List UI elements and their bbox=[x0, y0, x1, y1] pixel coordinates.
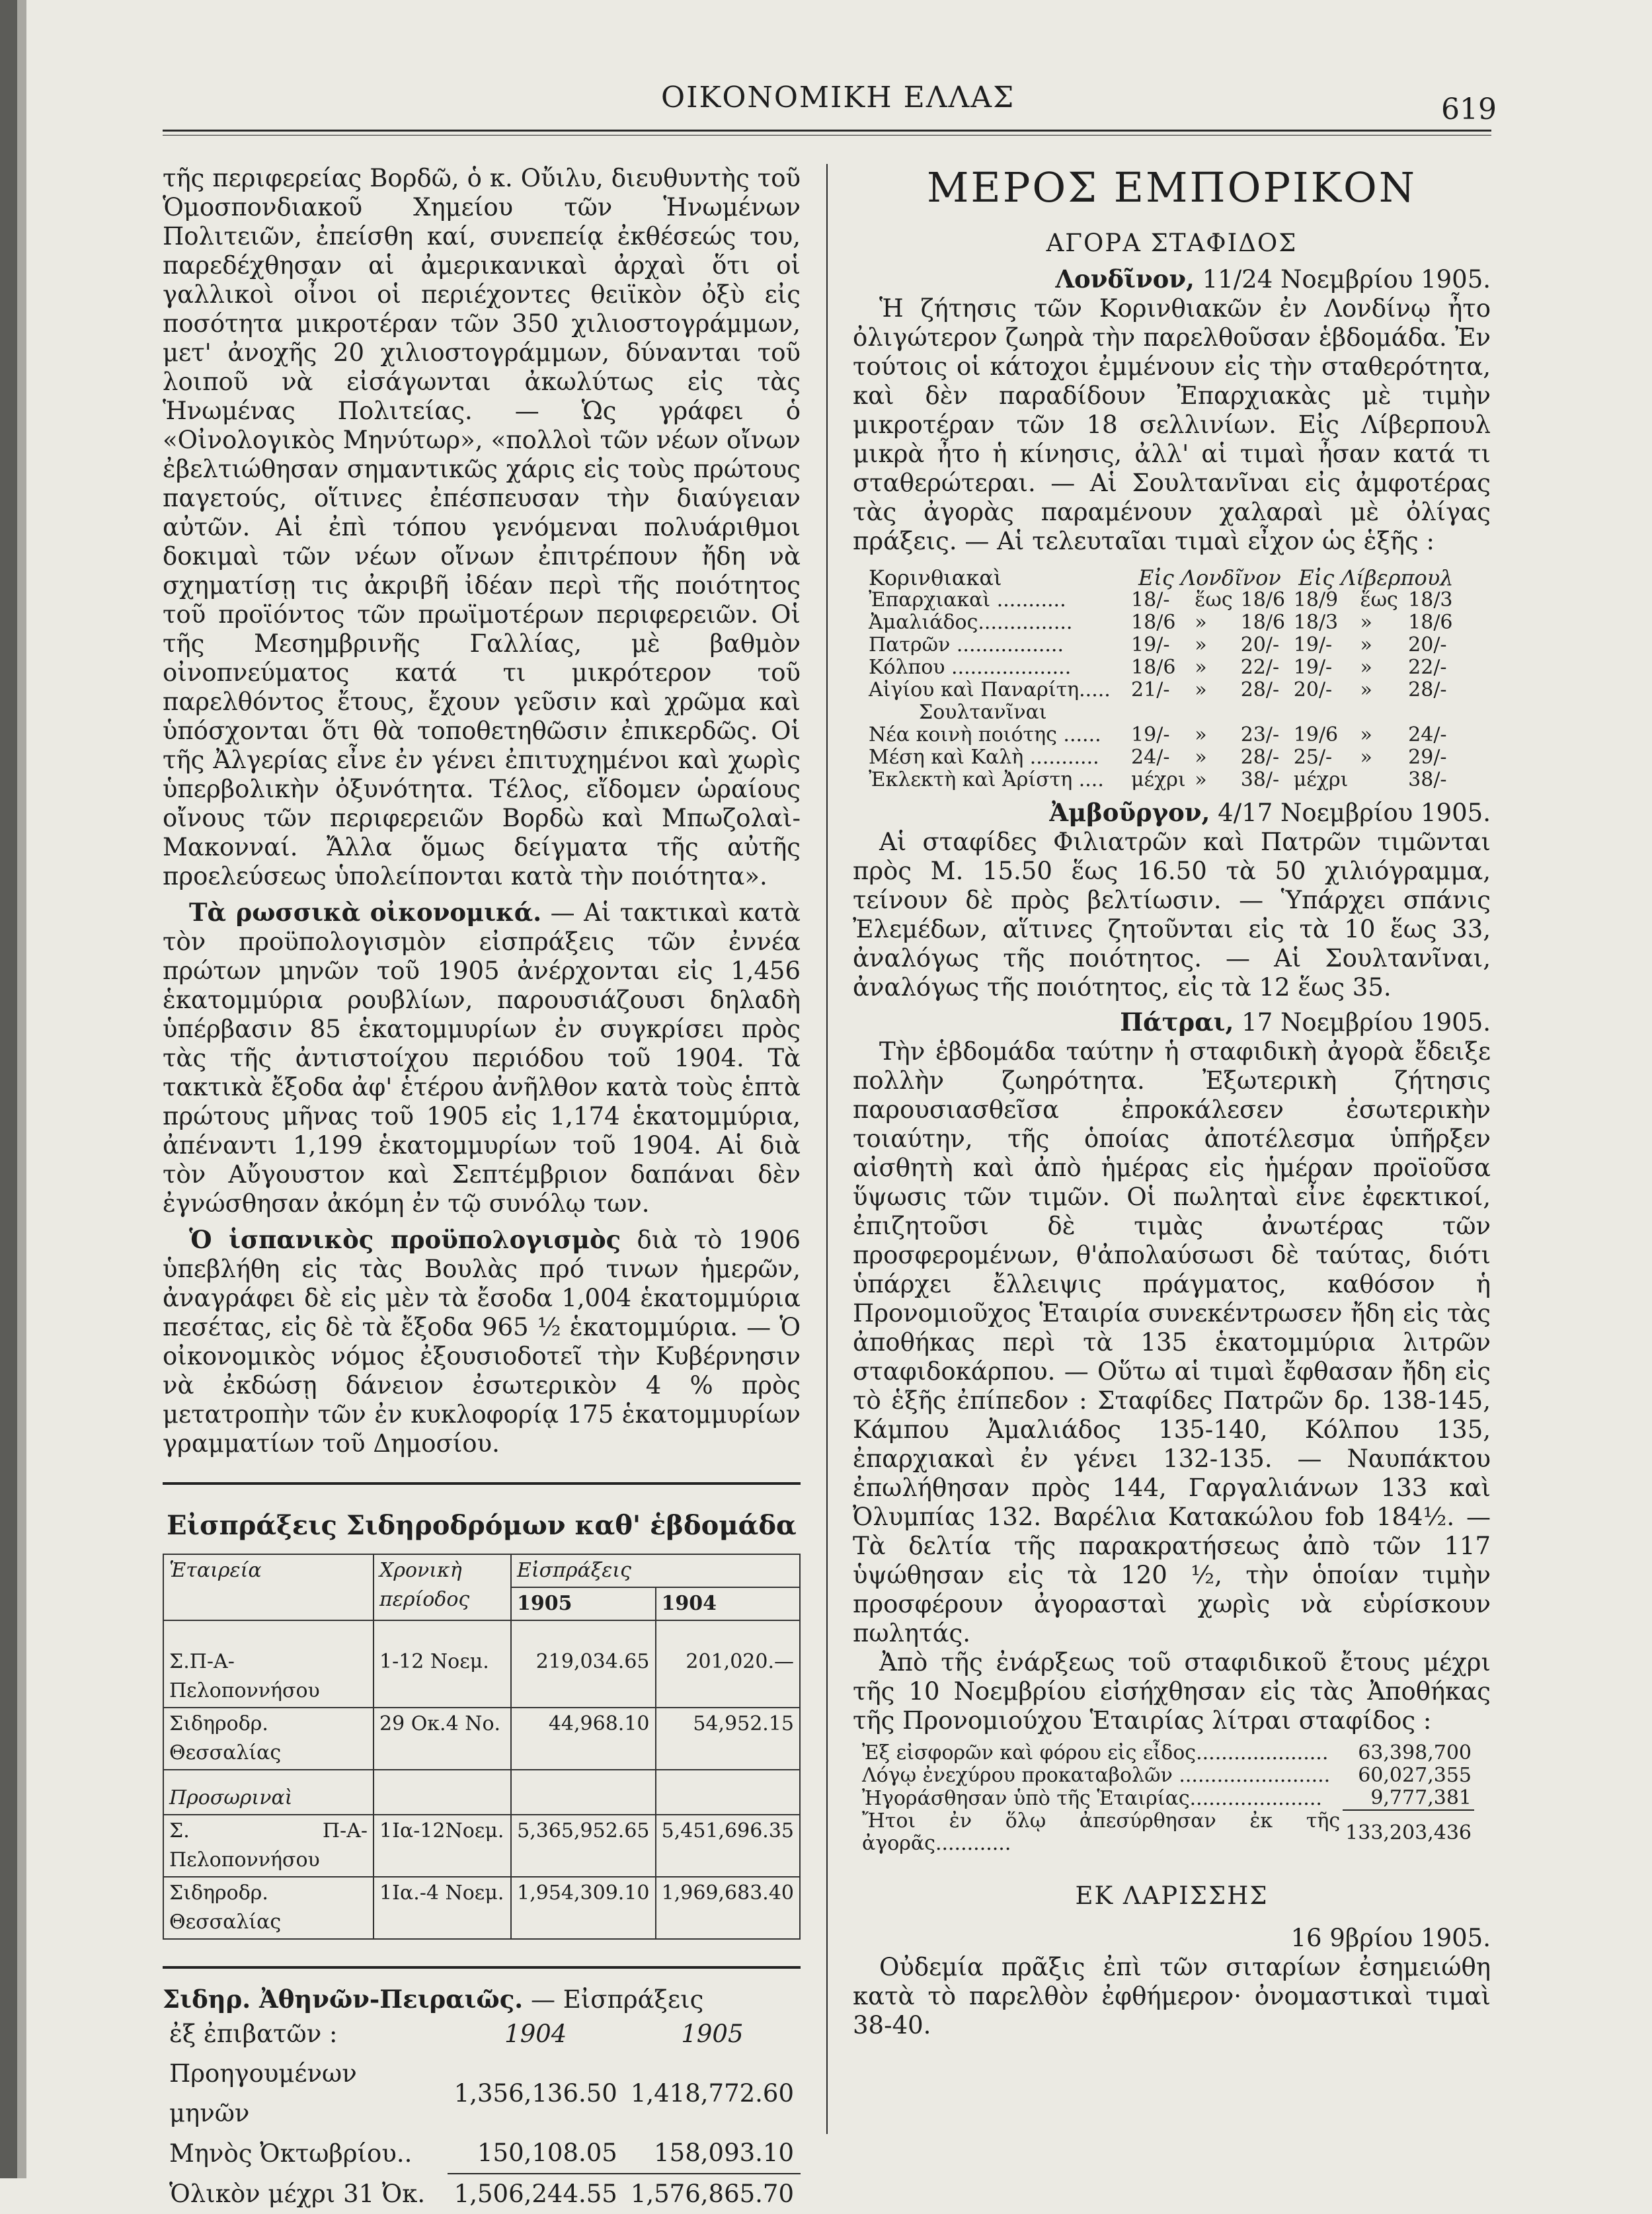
table-header-row bbox=[163, 1554, 800, 1587]
cell: ἕως bbox=[1360, 588, 1398, 612]
cell: 18/6 bbox=[1240, 611, 1286, 634]
cell: 18/6 bbox=[1131, 611, 1176, 634]
cell: » bbox=[1360, 723, 1372, 746]
cell: Σ.Π-Α-Πελοποννήσου bbox=[163, 1620, 374, 1708]
cell: 158,093.10 bbox=[624, 2133, 801, 2174]
cell: » bbox=[1195, 611, 1207, 634]
raisin-receipts-table bbox=[859, 1742, 1474, 1855]
cell: Αἰγίου καὶ Παναρίτη..... bbox=[869, 678, 1111, 701]
cell: 18/6 bbox=[1240, 588, 1286, 612]
cell: Ἠγοράσθησαν ὑπὸ τῆς Ἑταιρίας..................... bbox=[862, 1786, 1322, 1810]
page-number: 619 bbox=[1441, 93, 1497, 126]
wine-paragraph: τῆς περιφερείας Βορδῶ, ὁ κ. Οὔιλυ, διευθυντὴς τοῦ Ὁμοσπονδιακοῦ Χημείου τῶν Ἡνωμένων Πολιτειῶν, ἐπείσθη καί, συνεπείᾳ ἐκθέσεώς του, παρεδέχθησαν αἱ ἀμερικανικαὶ ἀρχαὶ ὅτι οἱ γαλλικοὶ οἶνοι οἱ περιέχοντες θειϊκὸν ὀξὺ εἰς ποσότητα μικροτέραν τῶν 350 χιλιοστογράμμων, μετ' ἀνοχῆς 20 χιλιοστογράμμων, δύνανται τοῦ λοιποῦ νὰ εἰσάγωνται ἀκωλύτως εἰς τὰς Ἡνωμένας Πολιτείας. — Ὡς γράφει ὁ «Οἰνολογικὸς Μηνύτωρ», «πολλοὶ τῶν νέων οἴνων ἐβελτιώθησαν σημαντικῶς χάρις εἰς τοὺς πρώτους παγετούς, οἵτινες ἐπέσπευσαν τὴν διαύγειαν αὐτῶν. Αἱ ἐπὶ τόπου γενόμεναι πολυάριθμοι δοκιμαὶ τῶν νέων οἴνων ἐπιτρέπουν ἤδη νὰ σχηματίσῃ τις ἀκριβῆ ἰδέαν περὶ τῆς ποιότητος τοῦ προϊόντος τῶν πρωϊμοτέρων περιφερειῶν. Οἱ τῆς Μεσημβρινῆς Γαλλίας, μὲ βαθμὸν οἰνοπνεύματος κατά τι μικρότερον τοῦ παρελθόντος ἔτους, ἔχουν γεῦσιν καὶ χρῶμα καὶ ὑπόσχονται ὅτι θὰ τοποθετηθῶσιν ἐπικερδῶς. Οἱ τῆς Ἀλγερίας εἶνε ἐν γένει ἐπιτυχημένοι καὶ χωρὶς ὑπερβολικὴν ὀξυνότητα. Τέλος, εἴδομεν ὡραίους οἴνους τῶν περιφερειῶν Βορδὼ καὶ Μπωζολαὶ-Μακονναί. Ἄλλα ὅμως δείγματα τῆς αὐτῆς προελεύσεως ὑπολείπονται κατὰ τὴν ποιότητα». bbox=[163, 164, 801, 890]
cell: 1,576,865.70 bbox=[630, 2180, 794, 2208]
cell: 19/6 bbox=[1293, 723, 1339, 746]
table-row bbox=[163, 2133, 801, 2174]
cell: Νέα κοινὴ ποιότης ...... bbox=[869, 723, 1101, 746]
table-row bbox=[866, 724, 1461, 746]
cell: 133,203,436 bbox=[1345, 1821, 1472, 1844]
page-binding-edge bbox=[17, 0, 26, 2178]
column-divider bbox=[826, 164, 828, 2134]
russian-finance-text: — Αἱ τακτικαὶ κατὰ τὸν προϋπολογισμὸν εἰσπράξεις τῶν ἐννέα πρώτων μηνῶν τοῦ 1905 ἀνέρχονται εἰς 1,456 ἑκατομμύρια ρουβλίων, παρουσιάζουσι δηλαδὴ ὑπέρβασιν 85 ἑκατομμυρίων ἐν συγκρίσει πρὸς τὰς τῆς ἀντιστοίχου περιόδου τοῦ 1904. Τὰ τακτικὰ ἔξοδα ἀφ' ἑτέρου ἀνῆλθον κατὰ τοὺς ἑπτὰ πρώτους μῆνας τοῦ 1905 εἰς 1,174 ἑκατομμύρια, ἀπέναντι 1,199 ἑκατομμυρίων τοῦ 1904. Αἱ διὰ τὸν Αὔγουστον καὶ Σεπτέμβριον δαπάναι δὲν ἐγνώσθησαν ἀκόμη ἐν τῷ συνόλῳ των. bbox=[163, 898, 801, 1218]
cell: 150,108.05 bbox=[448, 2133, 624, 2174]
russian-finance-heading: Τὰ ρωσσικὰ οἰκονομικά. bbox=[189, 898, 542, 927]
table-row bbox=[859, 1764, 1474, 1787]
cell: 18/6 bbox=[1131, 656, 1176, 679]
cell: Σιδηροδρ. Θεσσαλίας bbox=[163, 1708, 374, 1770]
cell: Μέση καὶ Καλὴ ........... bbox=[869, 746, 1099, 769]
cell: ἕως bbox=[1195, 588, 1233, 612]
cell: 18/3 bbox=[1408, 588, 1453, 612]
cell: Ἐξ εἰσφορῶν καὶ φόρου εἰς εἶδος..................... bbox=[862, 1741, 1329, 1764]
cell: 1,969,683.40 bbox=[656, 1877, 801, 1939]
patras-date: 17 Νοεμβρίου 1905. bbox=[1234, 1008, 1491, 1037]
cell: Ἐκλεκτὴ καὶ Ἀρίστη .... bbox=[869, 768, 1104, 791]
table-row bbox=[163, 1877, 800, 1939]
london-city: Λονδῖνον, bbox=[1055, 264, 1195, 294]
table-header-row bbox=[866, 567, 1461, 589]
table-row bbox=[163, 2014, 801, 2054]
cell: 28/- bbox=[1240, 678, 1280, 701]
london-dateline bbox=[853, 264, 1491, 294]
patras-city: Πάτραι, bbox=[1120, 1008, 1234, 1037]
section-rule bbox=[163, 1482, 801, 1485]
cell: 19/- bbox=[1131, 633, 1170, 656]
cell: » bbox=[1360, 611, 1372, 634]
cell: 1Ια.-4 Νοεμ. bbox=[374, 1877, 511, 1939]
table-row bbox=[866, 701, 1461, 724]
currant-price-table bbox=[866, 567, 1461, 791]
patras-dateline bbox=[853, 1008, 1491, 1037]
cell: » bbox=[1360, 633, 1372, 656]
table-row bbox=[866, 589, 1461, 612]
table-row bbox=[163, 1620, 800, 1708]
cell: 18/9 bbox=[1293, 588, 1339, 612]
cell: 63,398,700 bbox=[1358, 1741, 1472, 1764]
cell: 5,451,696.35 bbox=[656, 1815, 801, 1877]
cell: Ἀμαλιάδος............... bbox=[869, 611, 1073, 634]
cell: 22/- bbox=[1240, 656, 1280, 679]
cell: » bbox=[1195, 656, 1207, 679]
patras-report: Τὴν ἑβδομάδα ταύτην ἡ σταφιδικὴ ἀγορὰ ἔδειξε πολλὴν ζωηρότητα. Ἐξωτερικὴ ζήτησις παρουσιασθεῖσα ἐπροκάλεσεν ἐσωτερικὴν τοιαύτην, τῆς ὁποίας ἀποτέλεσμα ὑπῆρξεν αἰσθητὴ καὶ ἀπὸ ἡμέρας εἰς ἡμέραν προϊοῦσα ὕψωσις τῶν τιμῶν. Οἱ πωληταὶ εἶνε ἐφεκτικοί, ἐπιζητοῦσι δὲ τιμὰς ἀνωτέρας τῶν προσφερομένων, θ'ἀπολαύσωσι δὲ ταύτας, διότι ὑπάρχει ἔλλειψις πράγματος, καθόσον ἡ Προνομιοῦχος Ἑταιρία συνεκέντρωσεν ἤδη εἰς τὰς ἀποθήκας περὶ τὰ 135 ἑκατομμύρια λιτρῶν σταφιδοκάρπου. — Οὕτω αἱ τιμαὶ ἔφθασαν ἤδη εἰς τὸ ἑξῆς ἐπίπεδον : Σταφίδες Πατρῶν δρ. 138-145, Κάμπου Ἀμαλιάδος 135-140, Κόλπου 135, ἐπαρχιακαὶ ἐν γένει 132-135. — Ναυπάκτου ἐπωλήθησαν πρὸς 144, Γαργαλιάνων 133 καὶ Ὀλυμπίας 132. Βαρέλια Κατακώλου fob 184½. — Τὰ δελτία τῆς παρακρατήσεως ἀπὸ τῶν 117 ὑψώθησαν εἰς τὰ 120 ½, τὴν ὁποίαν τιμὴν προσφέρουν ἀγορασταὶ χωρὶς νὰ εὑρίσκουν πωλητάς. bbox=[853, 1037, 1491, 1647]
cell: 18/3 bbox=[1293, 611, 1339, 634]
table-row bbox=[866, 634, 1461, 656]
cell: 1,356,136.50 bbox=[453, 2079, 617, 2108]
table-row bbox=[163, 1770, 800, 1815]
col-london: Εἰς Λονδῖνον bbox=[1138, 565, 1281, 590]
cell: μέχρι bbox=[1293, 768, 1349, 791]
cell: ἐξ ἐπιβατῶν : bbox=[169, 2020, 338, 2048]
russian-finance-paragraph bbox=[163, 898, 801, 1218]
cell: » bbox=[1360, 746, 1372, 769]
cell: 23/- bbox=[1240, 723, 1280, 746]
cell: 201,020.— bbox=[656, 1620, 801, 1708]
running-header: ΟΙΚΟΝΟΜΙΚΗ ΕΛΛΑΣ bbox=[661, 81, 1015, 114]
commercial-section-title: ΜΕΡΟΣ ΕΜΠΟΡΙΚΟΝ bbox=[926, 163, 1417, 212]
cell: » bbox=[1360, 656, 1372, 679]
cell: 19/- bbox=[1131, 723, 1170, 746]
railway-table-title: Εἰσπράξεις Σιδηροδρόμων καθ' ἑβδομάδα bbox=[167, 1510, 797, 1541]
cell: 18/6 bbox=[1408, 611, 1453, 634]
cell: 20/- bbox=[1293, 678, 1333, 701]
col-1904: 1904 bbox=[656, 1587, 801, 1620]
athens-piraeus-heading-line bbox=[163, 1985, 801, 2014]
cell: 219,034.65 bbox=[511, 1620, 656, 1708]
hamburg-dateline bbox=[853, 798, 1491, 828]
table-row bbox=[163, 2174, 801, 2214]
cell: Ἤτοι ἐν ὅλῳ ἀπεσύρθησαν ἐκ τῆς ἀγορᾶς............ bbox=[862, 1809, 1341, 1855]
col-1905: 1905 bbox=[511, 1587, 656, 1620]
cell: » bbox=[1195, 678, 1207, 701]
right-column bbox=[853, 164, 1491, 2040]
cell: 28/- bbox=[1240, 746, 1280, 769]
cell: » bbox=[1195, 746, 1207, 769]
cell: Λόγῳ ἐνεχύρου προκαταβολῶν ........................ bbox=[862, 1764, 1331, 1787]
col-liverpool: Εἰς Λίβερπουλ bbox=[1298, 565, 1454, 590]
cell: 54,952.15 bbox=[656, 1708, 801, 1770]
cell: 38/- bbox=[1240, 768, 1280, 791]
col-receipts: Εἰσπράξεις bbox=[511, 1554, 800, 1587]
cell: 1904 bbox=[504, 2020, 567, 2048]
cell: Σ. Π-Α-Πελοποννήσου bbox=[163, 1815, 374, 1877]
table-row bbox=[866, 656, 1461, 679]
table-row bbox=[859, 1787, 1474, 1810]
larissa-report: Οὐδεμία πρᾶξις ἐπὶ τῶν σιταρίων ἐσημειώθη κατὰ τὸ παρελθὸν ἐφθήμερον· ὀνομαστικαὶ τιμαὶ 38-40. bbox=[853, 1953, 1491, 2039]
cell: 25/- bbox=[1293, 746, 1333, 769]
provisional-label: Προσωριναὶ bbox=[163, 1770, 374, 1815]
cell: 1,954,309.10 bbox=[511, 1877, 656, 1939]
section-rule bbox=[163, 1966, 801, 1969]
table-row bbox=[866, 679, 1461, 701]
cell: Ὁλικὸν μέχρι 31 Ὀκ. bbox=[169, 2179, 426, 2208]
page-binding-shadow bbox=[0, 0, 17, 2178]
cell: 1,418,772.60 bbox=[630, 2079, 794, 2108]
cell: Μηνὸς Ὀκτωβρίου.. bbox=[169, 2139, 413, 2168]
col-period: Χρονικὴ περίοδος bbox=[374, 1554, 511, 1620]
cell: 29 Οκ.4 Νο. bbox=[374, 1708, 511, 1770]
cell: 28/- bbox=[1408, 678, 1447, 701]
cell: 22/- bbox=[1408, 656, 1447, 679]
col-currants: Κορινθιακαὶ bbox=[869, 565, 1002, 590]
cell: μέχρι bbox=[1131, 768, 1186, 791]
cell: 1905 bbox=[681, 2020, 744, 2048]
spanish-budget-heading: Ὁ ἱσπανικὸς προϋπολογισμὸς bbox=[189, 1225, 621, 1254]
cell: Πατρῶν ................. bbox=[869, 633, 1064, 656]
cell: 21/- bbox=[1131, 678, 1170, 701]
table-row bbox=[163, 1708, 800, 1770]
spanish-budget-text: διὰ τὸ 1906 ὑπεβλήθη εἰς τὰς Βουλὰς πρό τινων ἡμερῶν, ἀναγράφει δὲ εἰς μὲν τὰ ἔσοδα 1,004 ἑκατομμύρια πεσέτας, εἰς δὲ τὰ ἔξοδα 965 ½ ἑκατομμύρια. — Ὁ οἰκονομικὸς νόμος ἐξουσιοδοτεῖ τὴν Κυβέρνησιν νὰ ἐκδώσῃ δάνειον ἐσωτερικὸν 4 % πρὸς μετατροπὴν τῶν ἐν κυκλοφορίᾳ 175 ἑκατομμυρίων γραμματίων τοῦ Δημοσίου. bbox=[163, 1226, 801, 1458]
railway-receipts-table bbox=[163, 1554, 801, 1940]
cell: 19/- bbox=[1293, 656, 1333, 679]
london-date: 11/24 Νοεμβρίου 1905. bbox=[1194, 265, 1491, 294]
spanish-budget-paragraph bbox=[163, 1225, 801, 1458]
hamburg-date: 4/17 Νοεμβρίου 1905. bbox=[1210, 799, 1491, 827]
athens-piraeus-heading-rest: — Εἰσπράξεις bbox=[523, 1985, 704, 2014]
raisin-market-title: ΑΓΟΡΑ ΣΤΑΦΙΔΟΣ bbox=[1046, 229, 1298, 257]
hamburg-city: Ἀμβοῦργον, bbox=[1049, 798, 1210, 827]
cell: 5,365,952.65 bbox=[511, 1815, 656, 1877]
cell: » bbox=[1195, 768, 1207, 791]
hamburg-report: Αἱ σταφίδες Φιλιατρῶν καὶ Πατρῶν τιμῶνται πρὸς Μ. 15.50 ἕως 16.50 τὰ 50 χιλιόγραμμα, τείνουν δὲ πρὸς βελτίωσιν. — Ὑπάρχει σπάνις Ἐλεμέδων, αἵτινες ζητοῦνται εἰς τὰ 10 ἕως 33, ἀναλόγως τῆς ποιότητος. — Αἱ Σουλτανῖναι, ἀναλόγως τῆς ποιότητος, εἰς τὰ 12 ἕως 35. bbox=[853, 828, 1491, 1002]
left-column bbox=[163, 164, 801, 2214]
cell: 29/- bbox=[1408, 746, 1447, 769]
larissa-date: 16 9βρίου 1905. bbox=[1290, 1924, 1491, 1952]
table-row bbox=[163, 1815, 800, 1877]
cell: 24/- bbox=[1131, 746, 1170, 769]
cell: Προηγουμένων μηνῶν bbox=[169, 2059, 357, 2127]
col-company: Ἑταιρεία bbox=[163, 1554, 374, 1620]
header-rule bbox=[163, 130, 1491, 132]
cell: » bbox=[1195, 723, 1207, 746]
athens-piraeus-heading: Σιδηρ. Ἀθηνῶν-Πειραιῶς. bbox=[163, 1985, 524, 2014]
patras-report-2: Ἀπὸ τῆς ἐνάρξεως τοῦ σταφιδικοῦ ἔτους μέχρι τῆς 10 Νοεμβρίου εἰσήχθησαν εἰς τὰς Ἀποθήκας τῆς Προνομιούχου Ἑταιρίας λίτραι σταφίδος : bbox=[853, 1648, 1491, 1735]
table-row bbox=[866, 746, 1461, 769]
cell: Ἐπαρχιακαὶ ........... bbox=[869, 588, 1066, 612]
cell: 19/- bbox=[1293, 633, 1333, 656]
cell: Κόλπου ................... bbox=[869, 656, 1072, 679]
cell: 38/- bbox=[1408, 768, 1447, 791]
table-row bbox=[866, 769, 1461, 791]
cell: » bbox=[1360, 678, 1372, 701]
cell: 1Ια-12Νοεμ. bbox=[374, 1815, 511, 1877]
cell: 60,027,355 bbox=[1358, 1764, 1472, 1787]
table-row bbox=[163, 2054, 801, 2133]
table-row bbox=[859, 1810, 1474, 1855]
larissa-title: ΕΚ ΛΑΡΙΣΣΗΣ bbox=[1075, 1881, 1269, 1910]
sultana-label: Σουλτανῖναι bbox=[919, 701, 1047, 724]
cell: 18/- bbox=[1131, 588, 1170, 612]
cell: 20/- bbox=[1408, 633, 1447, 656]
cell: Σιδηροδρ. Θεσσαλίας bbox=[163, 1877, 374, 1939]
cell: 20/- bbox=[1240, 633, 1280, 656]
cell: 9,777,381 bbox=[1343, 1787, 1474, 1810]
cell: » bbox=[1195, 633, 1207, 656]
header-rule-thin bbox=[163, 135, 1491, 136]
cell: 44,968.10 bbox=[511, 1708, 656, 1770]
cell: 1-12 Νοεμ. bbox=[374, 1620, 511, 1708]
table-row bbox=[859, 1742, 1474, 1764]
cell bbox=[1357, 769, 1405, 791]
london-report: Ἡ ζήτησις τῶν Κορινθιακῶν ἐν Λονδίνῳ ἦτο ὀλιγώτερον ζωηρὰ τὴν παρελθοῦσαν ἑβδομάδα. Ἐν τούτοις οἱ κάτοχοι ἐμμένουν εἰς τὴν σταθερότητα, καὶ δὲν παραδίδουν Ἐπαρχιακὰς μὲ τιμὴν μικροτέραν τῶν 18 σελλινίων. Εἰς Λίβερπουλ μικρὰ ἦτο ἡ κίνησις, ἀλλ' αἱ τιμαὶ ἦσαν κατά τι σταθερώτεραι. — Αἱ Σουλτανῖναι εἰς ἀμφοτέρας τὰς ἀγορὰς παραμένουν χαλαραὶ μὲ ὀλίγας πράξεις. — Αἱ τελευταῖαι τιμαὶ εἶχον ὡς ἑξῆς : bbox=[853, 294, 1491, 555]
athens-piraeus-table bbox=[163, 2014, 801, 2214]
table-row bbox=[866, 612, 1461, 634]
cell: 1,506,244.55 bbox=[453, 2180, 617, 2208]
cell: 24/- bbox=[1408, 723, 1447, 746]
